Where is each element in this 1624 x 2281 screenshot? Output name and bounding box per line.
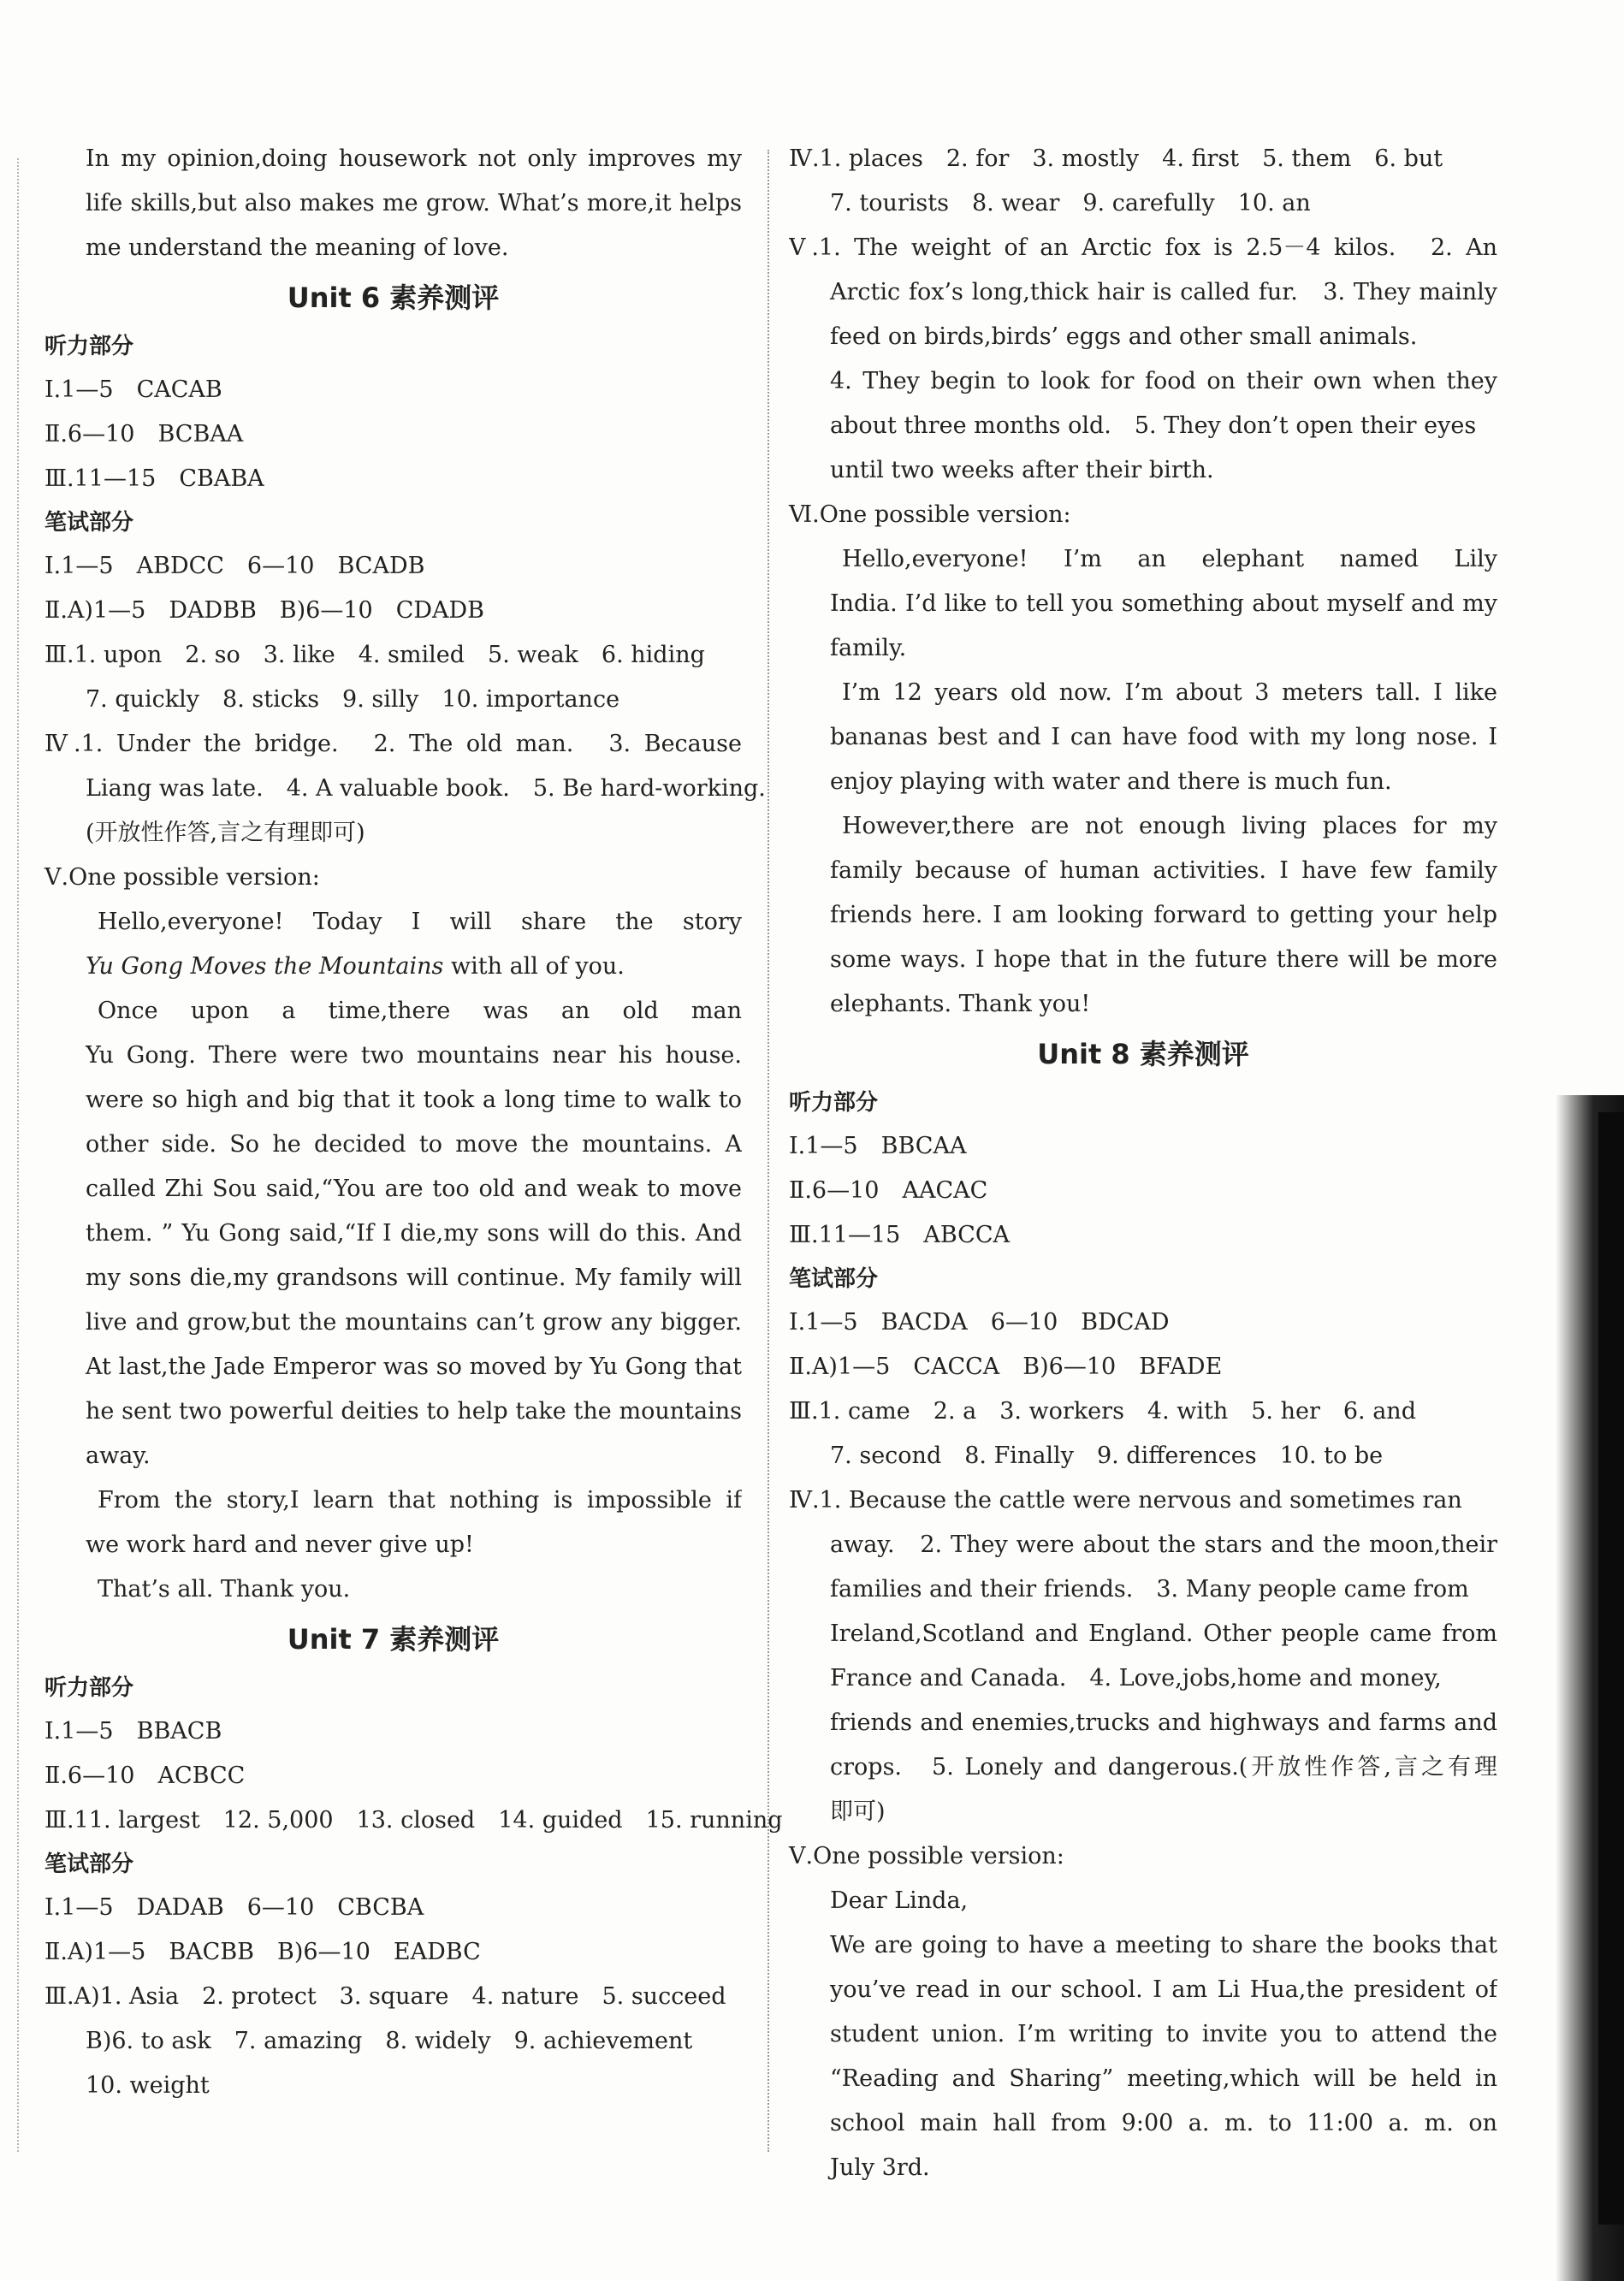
text-line: crops. 5. Lonely and dangerous.(开放性作答,言之有理 xyxy=(830,1754,1497,1780)
text-line: school main hall from 9:00 a. m. to 11:00 a. m. on xyxy=(830,2110,1497,2136)
text-fragment: with all of you. xyxy=(443,953,625,980)
text-line: away. 2. They were about the stars and the moon,their xyxy=(830,1532,1497,1558)
text-line: That’s all. Thank you. xyxy=(98,1576,351,1603)
text-line: friends and enemies,trucks and highways and farms and xyxy=(830,1709,1497,1736)
text-line: (开放性作答,言之有理即可) xyxy=(86,820,365,846)
text-line: friends here. I am looking forward to getting your help xyxy=(830,902,1497,928)
text-line: called Zhi Sou said,“You are too old and weak to move xyxy=(86,1176,742,1202)
text-line: Ⅰ.1—5 ABDCC 6—10 BCADB xyxy=(44,553,425,579)
text-line: Ⅰ.1—5 BACDA 6—10 BDCAD xyxy=(789,1309,1170,1336)
text-line: 4. They begin to look for food on their own when they xyxy=(830,368,1497,394)
text-line: India. I’d like to tell you something about myself and my xyxy=(830,590,1497,617)
text-line: life skills,but also makes me grow. What’s more,it helps xyxy=(86,190,742,216)
text-line: We are going to have a meeting to share the books that xyxy=(830,1932,1497,1958)
text-line: Ⅲ.A)1. Asia 2. protect 3. square 4. nature 5. succeed xyxy=(44,1983,726,2010)
unit-heading: Unit 8 素养测评 xyxy=(1037,1038,1249,1070)
text-line: Ⅳ.1. Because the cattle were nervous and sometimes ran xyxy=(789,1487,1462,1514)
text-line: family. xyxy=(830,635,907,661)
text-line: enjoy playing with water and there is much fun. xyxy=(830,768,1392,795)
text-line: Dear Linda, xyxy=(830,1887,969,1914)
text-line: Ⅱ.A)1—5 DADBB B)6—10 CDADB xyxy=(44,597,485,624)
text-line: From the story,I learn that nothing is impossible if xyxy=(98,1487,742,1514)
text-line: student union. I’m writing to invite you to attend the xyxy=(830,2021,1497,2047)
text-line: At last,the Jade Emperor was so moved by Yu Gong that xyxy=(86,1354,742,1380)
text-line: “Reading and Sharing” meeting,which will be held in xyxy=(830,2065,1497,2092)
left-margin-rule xyxy=(17,158,19,2152)
text-line: Yu Gong. There were two mountains near his house. xyxy=(86,1042,742,1069)
text-line: Ⅳ.1. places 2. for 3. mostly 4. first 5. them 6. but xyxy=(789,145,1443,172)
text-line: about three months old. 5. They don’t open their eyes xyxy=(830,412,1477,439)
text-line: 7. tourists 8. wear 9. carefully 10. an xyxy=(830,190,1311,216)
text-line: Ⅱ.A)1—5 BACBB B)6—10 EADBC xyxy=(44,1939,481,1965)
text-line: Ⅰ.1—5 BBCAA xyxy=(789,1133,967,1159)
text-line: elephants. Thank you! xyxy=(830,991,1091,1017)
text-line: Arctic fox’s long,thick hair is called fur. 3. They mainly xyxy=(830,279,1497,305)
text-line: Ⅱ.6—10 ACBCC xyxy=(44,1763,246,1789)
book-title: Yu Gong Moves the Mountains xyxy=(86,953,444,980)
text-line: until two weeks after their birth. xyxy=(830,457,1214,483)
text-line: Hello,everyone! I’m an elephant named Lily xyxy=(842,546,1497,572)
text-line: Ⅴ.One possible version: xyxy=(789,1843,1064,1869)
text-line: some ways. I hope that in the future there will be more xyxy=(830,946,1497,973)
unit-heading: Unit 6 素养测评 xyxy=(287,281,500,314)
text-line: July 3rd. xyxy=(830,2154,930,2181)
text-line: family because of human activities. I have few family xyxy=(830,857,1497,884)
left-column xyxy=(44,137,783,2108)
text-line: 10. weight xyxy=(86,2072,210,2099)
text-line: Ⅰ.1—5 CACAB xyxy=(44,376,222,403)
text-line: me understand the meaning of love. xyxy=(86,234,509,261)
text-line xyxy=(44,945,742,989)
text-line: 7. second 8. Finally 9. differences 10. to be xyxy=(830,1443,1384,1469)
text-line: Ⅲ.11. largest 12. 5,000 13. closed 14. guided 15. running xyxy=(44,1807,783,1834)
text-line: bananas best and I can have food with my long nose. I xyxy=(830,724,1497,750)
text-line: were so high and big that it took a long time to walk to xyxy=(86,1087,742,1113)
text-line: Hello,everyone! Today I will share the story xyxy=(98,909,742,935)
text-line: Ⅲ.11—15 CBABA xyxy=(44,465,264,492)
text-line: Ⅱ.6—10 BCBAA xyxy=(44,421,244,447)
text-line: Ⅴ.One possible version: xyxy=(44,864,320,891)
right-column xyxy=(789,137,1497,2190)
section-label: 笔试部分 xyxy=(44,1851,134,1877)
text-line: Liang was late. 4. A valuable book. 5. Be hard-working. xyxy=(86,775,766,802)
unit-heading: Unit 7 素养测评 xyxy=(287,1623,500,1656)
text-line: away. xyxy=(86,1443,151,1469)
text-line: Ⅴ.1. The weight of an Arctic fox is 2.5－4 kilos. 2. An xyxy=(789,234,1497,261)
text-line: Ⅲ.1. upon 2. so 3. like 4. smiled 5. weak 6. hiding xyxy=(44,642,705,668)
text-line: Ⅱ.A)1—5 CACCA B)6—10 BFADE xyxy=(789,1354,1223,1380)
section-label: 听力部分 xyxy=(789,1090,879,1116)
text-line: my sons die,my grandsons will continue. My family will xyxy=(86,1265,742,1291)
text-line: However,there are not enough living places for my xyxy=(842,813,1497,839)
text-line: them. ” Yu Gong said,“If I die,my sons will do this. And xyxy=(86,1220,742,1247)
text-line: we work hard and never give up! xyxy=(86,1532,474,1558)
text-line: other side. So he decided to move the mountains. A xyxy=(86,1131,742,1158)
text-line: feed on birds,birds’ eggs and other small animals. xyxy=(830,323,1418,350)
text-line: Ⅲ.1. came 2. a 3. workers 4. with 5. her 6. and xyxy=(789,1398,1416,1425)
text-line: Ⅲ.11—15 ABCCA xyxy=(789,1222,1010,1248)
section-label: 笔试部分 xyxy=(789,1266,879,1292)
section-label: 笔试部分 xyxy=(44,510,134,536)
text-line: families and their friends. 3. Many people came from xyxy=(830,1576,1469,1603)
section-label: 听力部分 xyxy=(44,1675,134,1701)
text-line: Ⅰ.1—5 DADAB 6—10 CBCBA xyxy=(44,1894,424,1921)
text-line: I’m 12 years old now. I’m about 3 meters tall. I like xyxy=(842,679,1497,706)
text-line: live and grow,but the mountains can’t grow any bigger. xyxy=(86,1309,742,1336)
text-line: In my opinion,doing housework not only improves my xyxy=(86,145,742,172)
text-line: he sent two powerful deities to help take the mountains xyxy=(86,1398,742,1425)
text-line: you’ve read in our school. I am Li Hua,the president of xyxy=(830,1976,1497,2003)
text-line: France and Canada. 4. Love,jobs,home and money, xyxy=(830,1665,1442,1691)
text-line: B)6. to ask 7. amazing 8. widely 9. achievement xyxy=(86,2028,693,2054)
text-line: Ⅱ.6—10 AACAC xyxy=(789,1177,988,1204)
scan-shadow-core xyxy=(1598,1112,1624,2225)
text-line: Ⅵ.One possible version: xyxy=(789,501,1071,528)
text-line: Ⅰ.1—5 BBACB xyxy=(44,1718,222,1745)
column-divider xyxy=(768,150,769,2152)
text-line: Ireland,Scotland and England. Other people came from xyxy=(830,1620,1497,1647)
text-line: Once upon a time,there was an old man xyxy=(98,998,742,1024)
text-line: 即可) xyxy=(830,1798,886,1825)
section-label: 听力部分 xyxy=(44,334,134,359)
text-line: 7. quickly 8. sticks 9. silly 10. importance xyxy=(86,686,620,713)
text-line: Ⅳ.1. Under the bridge. 2. The old man. 3. Because xyxy=(44,731,742,757)
